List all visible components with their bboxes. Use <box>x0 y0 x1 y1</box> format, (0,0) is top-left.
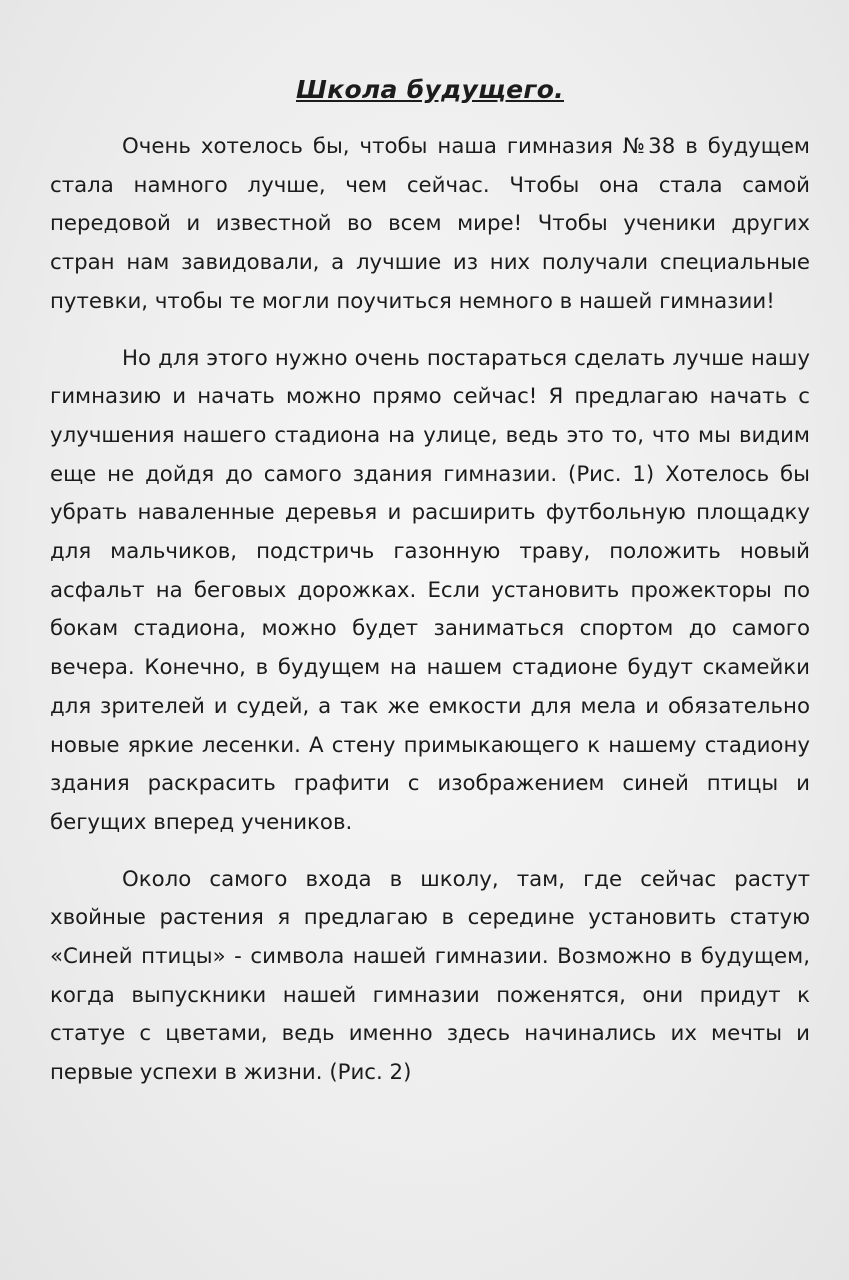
paragraph-3: Около самого входа в школу, там, где сейчас растут хвойные растения я предлагаю в середине установить статую «Синей птицы» - символа нашей гимназии. Возможно в будущем, когда выпускники нашей гимназии поженятся, они придут к статуе с цветами, ведь именно здесь начинались их мечты и первые успехи в жизни. (Рис. 2) <box>50 866 810 1086</box>
document-title: Школа будущего. <box>296 75 564 104</box>
paragraph-1: Очень хотелось бы, чтобы наша гимназия №38 в будущем стала намного лучше, чем сейчас. Чтобы она стала самой передовой и известной во всем мире! Чтобы ученики других стран нам завидовали, а лучшие из них получали специальные путевки, чтобы те могли поучиться немного в нашей гимназии! <box>50 134 810 314</box>
document-page <box>50 72 810 1093</box>
paragraph-2: Но для этого нужно очень постараться сделать лучше нашу гимназию и начать можно прямо сейчас! Я предлагаю начать с улучшения нашего стадиона на улице, ведь это то, что мы видим еще не дойдя до самого здания гимназии. (Рис. 1) Хотелось бы убрать наваленные деревья и расширить футбольную площадку для мальчиков, подстричь газонную траву, положить новый асфальт на беговых дорожках. Если установить прожекторы по бокам стадиона, можно будет заниматься спортом до самого вечера. Конечно, в будущем на нашем стадионе будут скамейки для зрителей и судей, а так же емкости для мела и обязательно новые яркие лесенки. А стену примыкающего к нашему стадиону здания раскрасить графити с изображением синей птицы и бегущих вперед учеников. <box>50 345 810 835</box>
